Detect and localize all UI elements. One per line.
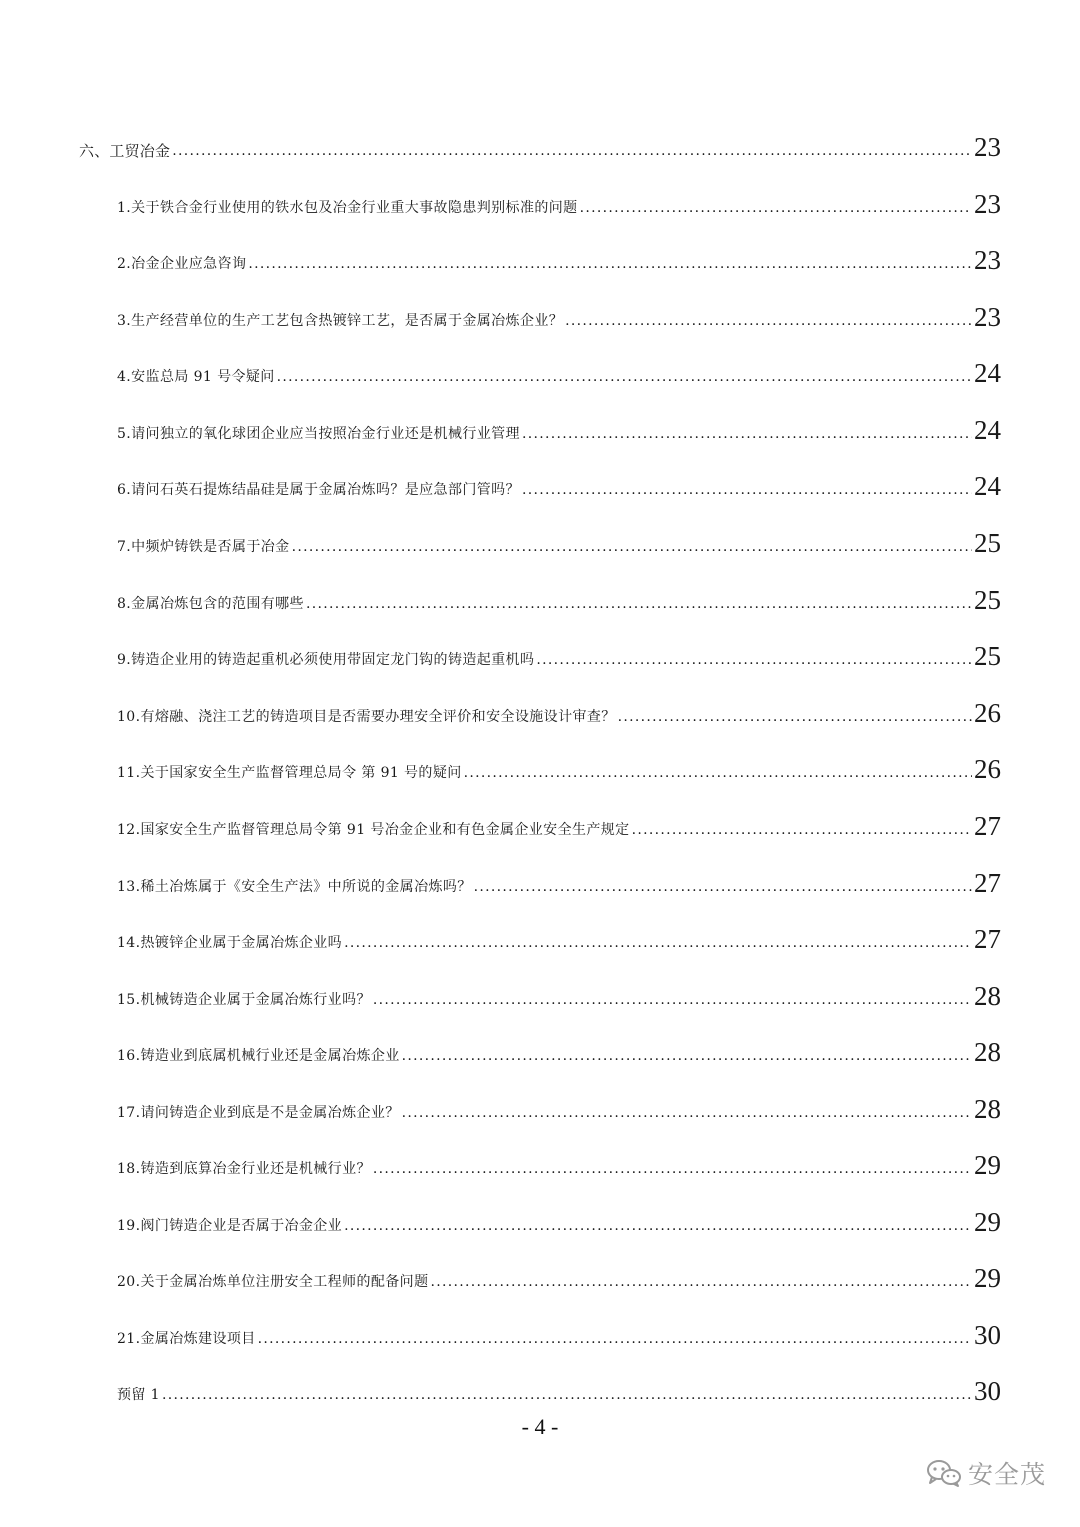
toc-item-title: 8.金属冶炼包含的范围有哪些	[117, 596, 304, 612]
toc-page-number: 23	[974, 132, 1001, 162]
toc-page-number: 29	[974, 1263, 1001, 1293]
toc-page-number: 27	[974, 868, 1001, 898]
toc-item-title: 9.铸造企业用的铸造起重机必须使用带固定龙门钩的铸造起重机吗	[117, 652, 535, 668]
toc-leader-dots	[522, 481, 972, 501]
toc-item-row[interactable]	[117, 231, 1001, 275]
toc-leader-dots	[258, 1330, 972, 1350]
toc-leader-dots	[344, 934, 972, 954]
watermark-text: 安全茂	[967, 1460, 1046, 1489]
toc-leader-dots	[565, 312, 972, 332]
toc-item-title: 2.冶金企业应急咨询	[117, 256, 247, 272]
toc-item-row[interactable]	[117, 967, 1001, 1011]
toc-item-row[interactable]	[117, 1193, 1001, 1237]
toc-item-title: 3.生产经营单位的生产工艺包含热镀锌工艺，是否属于金属冶炼企业？	[117, 313, 564, 329]
toc-item-title: 5.请问独立的氧化球团企业应当按照冶金行业还是机械行业管理	[117, 426, 520, 442]
toc-item-title: 预留 1	[117, 1387, 160, 1403]
toc-item-title: 7.中频炉铸铁是否属于冶金	[117, 539, 290, 555]
toc-leader-dots	[277, 368, 972, 388]
toc-leader-dots	[522, 425, 972, 445]
toc-leader-dots	[172, 142, 972, 162]
toc-leader-dots	[373, 991, 972, 1011]
toc-item-row[interactable]	[117, 175, 1001, 219]
toc-page-number: 28	[974, 1094, 1001, 1124]
toc-item-title: 1.关于铁合金行业使用的铁水包及冶金行业重大事故隐患判别标准的问题	[117, 200, 578, 216]
toc-page-number: 28	[974, 1037, 1001, 1067]
toc-leader-dots	[580, 199, 972, 219]
toc-page-number: 30	[974, 1376, 1001, 1406]
toc-item-row[interactable]	[117, 684, 1001, 728]
toc-leader-dots	[344, 1217, 972, 1237]
toc-item-title: 19.阀门铸造企业是否属于冶金企业	[117, 1218, 343, 1234]
toc-item-title: 14.热镀锌企业属于金属冶炼企业吗	[117, 935, 343, 951]
toc-item-title: 6.请问石英石提炼结晶硅是属于金属冶炼吗？是应急部门管吗？	[117, 482, 520, 498]
toc-page-number: 25	[974, 641, 1001, 671]
toc-item-title: 10.有熔融、浇注工艺的铸造项目是否需要办理安全评价和安全设施设计审查？	[117, 709, 616, 725]
toc-leader-dots	[474, 878, 972, 898]
toc-page-number: 27	[974, 811, 1001, 841]
toc-item-row[interactable]	[117, 1306, 1001, 1350]
toc-item-title: 18.铸造到底算冶金行业还是机械行业？	[117, 1161, 371, 1177]
toc-section-title: 六、工贸冶金	[79, 142, 171, 160]
toc-page-number: 27	[974, 924, 1001, 954]
toc-item-row[interactable]	[117, 288, 1001, 332]
toc-item-title: 13.稀土冶炼属于《安全生产法》中所说的金属冶炼吗？	[117, 879, 472, 895]
toc-page-number: 23	[974, 302, 1001, 332]
page-number-footer: - 4 -	[521, 1414, 559, 1439]
toc-item-row[interactable]	[117, 1136, 1001, 1180]
toc-leader-dots	[430, 1273, 972, 1293]
toc-page-number: 23	[974, 189, 1001, 219]
toc-page-number: 23	[974, 245, 1001, 275]
toc-item-title: 20.关于金属冶炼单位注册安全工程师的配备问题	[117, 1274, 429, 1290]
toc-item-row[interactable]	[117, 910, 1001, 954]
toc-page-number: 24	[974, 471, 1001, 501]
toc-item-row[interactable]	[117, 401, 1001, 445]
toc-item-row[interactable]	[117, 514, 1001, 558]
toc-page-number: 30	[974, 1320, 1001, 1350]
toc-item-row[interactable]	[117, 854, 1001, 898]
toc-section-row[interactable]	[79, 118, 1001, 162]
toc-item-title: 11.关于国家安全生产监督管理总局令 第 91 号的疑问	[117, 765, 462, 781]
toc-item-row[interactable]	[117, 457, 1001, 501]
toc-leader-dots	[402, 1047, 972, 1067]
toc-item-row[interactable]	[117, 740, 1001, 784]
toc-item-title: 4.安监总局 91 号令疑问	[117, 369, 275, 385]
toc-item-title: 17.请问铸造企业到底是不是金属冶炼企业？	[117, 1105, 400, 1121]
toc-page-number: 29	[974, 1207, 1001, 1237]
toc-page-number: 28	[974, 981, 1001, 1011]
toc-leader-dots	[536, 651, 972, 671]
toc-item-row[interactable]	[117, 1249, 1001, 1293]
toc-item-row[interactable]	[117, 1023, 1001, 1067]
toc-item-title: 21.金属冶炼建设项目	[117, 1331, 256, 1347]
toc-page-number: 25	[974, 585, 1001, 615]
toc-page-number: 26	[974, 754, 1001, 784]
toc-item-title: 16.铸造业到底属机械行业还是金属冶炼企业	[117, 1048, 400, 1064]
toc-page-number: 29	[974, 1150, 1001, 1180]
account-watermark	[926, 1455, 1046, 1491]
toc-item-title: 15.机械铸造企业属于金属冶炼行业吗？	[117, 992, 371, 1008]
wechat-icon	[926, 1458, 962, 1488]
toc-item-row[interactable]	[117, 571, 1001, 615]
toc-leader-dots	[618, 708, 972, 728]
toc-item-row[interactable]	[117, 797, 1001, 841]
toc-item-row[interactable]	[117, 1080, 1001, 1124]
toc-page-number: 24	[974, 415, 1001, 445]
toc-item-row[interactable]	[117, 344, 1001, 388]
toc-item-row[interactable]	[117, 627, 1001, 671]
toc-leader-dots	[464, 764, 972, 784]
toc-leader-dots	[306, 595, 972, 615]
toc-page-number: 25	[974, 528, 1001, 558]
toc-leader-dots	[632, 821, 972, 841]
toc-leader-dots	[292, 538, 972, 558]
toc-leader-dots	[162, 1386, 972, 1406]
toc-leader-dots	[248, 255, 972, 275]
toc-page-number: 24	[974, 358, 1001, 388]
toc-item-title: 12.国家安全生产监督管理总局令第 91 号冶金企业和有色金属企业安全生产规定	[117, 822, 630, 838]
toc-leader-dots	[373, 1160, 972, 1180]
toc-item-row[interactable]	[117, 1362, 1001, 1406]
toc-page-number: 26	[974, 698, 1001, 728]
toc-leader-dots	[402, 1104, 972, 1124]
